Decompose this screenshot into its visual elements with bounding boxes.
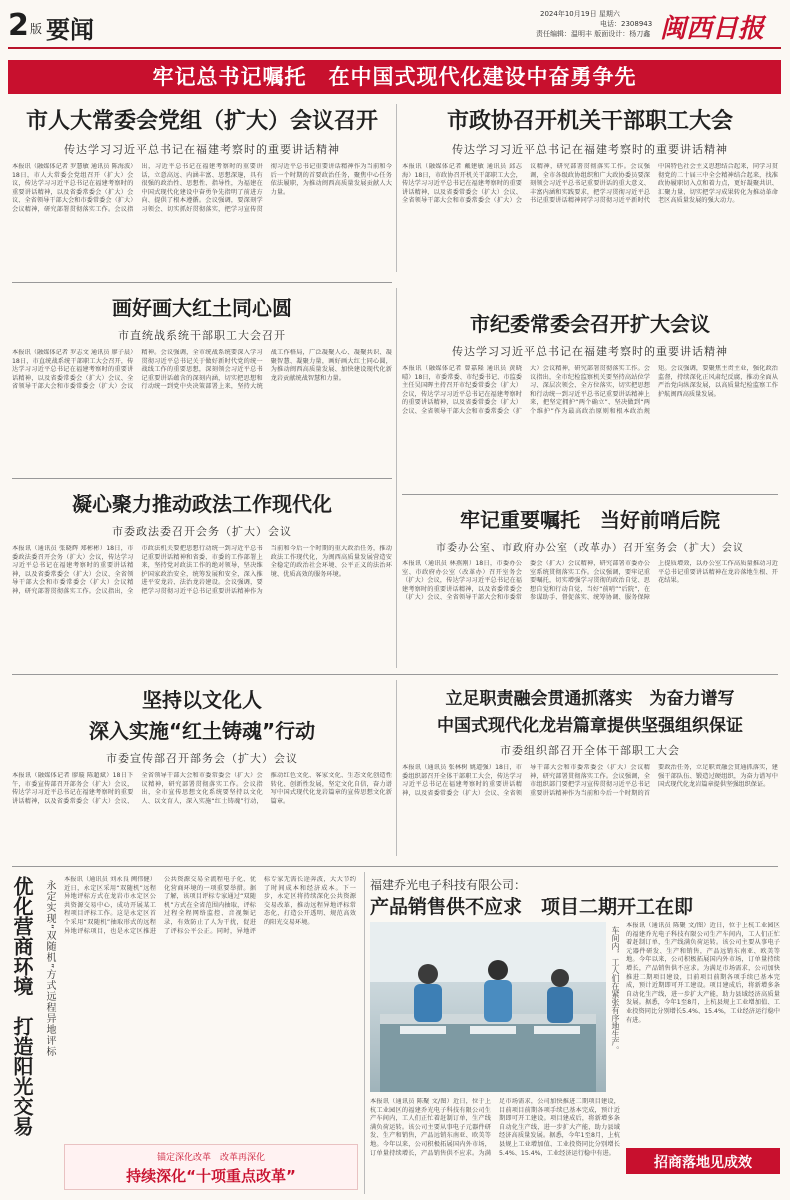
headline: 市政协召开机关干部职工大会 <box>446 109 733 134</box>
promo-kicker: 锚定深化改革 改革再深化 <box>156 1153 265 1163</box>
headline: 凝心聚力推动政法工作现代化 <box>72 492 332 516</box>
factory-workers-icon <box>370 922 606 1092</box>
editors: 责任编辑：温明丰 版面设计：杨刀鑫 <box>536 30 651 38</box>
section-rule <box>12 866 778 867</box>
subheadline: 市委宣传部召开部务会（扩大）会议 <box>106 752 298 765</box>
article-body: 本报讯（通讯员 林燕刚）18日，市委办公室、市政府办公室（改革办）召开室务会（扩大）会议，传达学习习近平总书记在福建考察时的重要讲话精神，以及省委常委会（扩大）会议、全省领导干部大会和市委常委会（扩大）会议精神，研究部署市委办公室系统贯彻落实工作。会议强调，要牢记重要嘱托，切实增强学习贯彻的政治自觉、思想自觉和行动自觉，当好“前哨”“后院”，在参谋助手、督促落实、统筹协调、服务保障上提质增效，以办公室工作高质量推动习近平总书记重要讲话精神在龙岩落地生根、开花结果。 <box>402 560 778 602</box>
headline: 牢记重要嘱托 当好前哨后院 <box>460 508 720 532</box>
section-rule <box>12 674 778 675</box>
paper-logo: 闽西日报 <box>660 14 765 44</box>
factory-photo <box>370 922 606 1092</box>
article-qiaoguang <box>370 872 782 1194</box>
article-cppcc <box>402 104 778 274</box>
column-divider <box>396 104 397 272</box>
subheadline: 市委办公室、市政府办公室（改革办）召开室务会（扩大）会议 <box>436 543 744 554</box>
section-rule <box>402 494 778 495</box>
headline: 市纪委常委会召开扩大会议 <box>470 312 710 336</box>
masthead-rule <box>8 47 781 49</box>
subheadline: 传达学习习近平总书记在福建考察时的重要讲话精神 <box>452 143 728 156</box>
subheadline: 市委组织部召开全体干部职工大会 <box>500 744 680 757</box>
section-rule <box>12 282 392 283</box>
article-business-environment <box>8 872 360 1194</box>
kicker: 福建乔光电子科技有限公司： <box>370 878 527 892</box>
section-title: 要闻 <box>46 16 94 44</box>
article-general-office <box>402 504 778 670</box>
headline: 画好画大红土同心圆 <box>112 296 292 320</box>
article-body: 本报讯（通讯员 张晓辉 郑彬彬）18日，市委政法委召开会务（扩大）会议，传达学习习近平总书记在福建考察时的重要讲话精神，以及省委常委会（扩大）会议、全省领导干部大会和市委常委会（扩大）会议精神，研究部署贯彻落实工作。会议指出，全市政法机关要把思想行动统一到习近平总书记重要讲话精神和省委、市委的工作部署上来，坚持党对政法工作的绝对领导，坚决维护国家政治安全，统筹发展和安全，深入推进平安龙岩、法治龙岩建设。会议强调，要把学习贯彻习近平总书记重要讲话精神作为当前和今后一个时期的重大政治任务，推动政法工作现代化，为闽西高质量发展营造安全稳定的政治社会环境、公平正义的法治环境、优质高效的服务环境。 <box>12 545 392 595</box>
article-body: 本报讯（通讯员 刘永良 阙伟健）近日，永定区采用“双随机”远程异地评标方式在龙岩市永定区公共资源交易中心，成功开展某工程项目评标工作。这是永定区首个采用“双随机”抽取形式的远程异地评标项目，也是永定区推进公共资源交易全流程电子化、优化营商环境的一项重要举措。据了解，该项目评标专家通过“双随机”方式在全省范围内抽取，评标过程全程网络监控、音视频记录，有效防止了人为干扰，促进了评标公平公正。同时，异地评标专家无需长途奔波，大大节约了时间成本和经济成本。下一步，永定区将持续深化公共资源交易改革，推动远程异地评标常态化，打造公开透明、规范高效的阳光交易环境。 <box>64 876 356 935</box>
article-body: 本报讯（融媒体记者 罗志文 通讯员 廖子晨）18日，市直统战系统干部职工大会召开，传达学习习近平总书记在福建考察时的重要讲话精神，以及省委常委会（扩大）会议、全省领导干部大会和市委常委会（扩大）会议精神。会议强调，全市统战系统要深入学习贯彻习近平总书记关于做好新时代党的统一战线工作的重要思想，深刻领会习近平总书记重要讲话蕴含的深刻内涵，切实把思想和行动统一到党中央决策部署上来，坚持大统战工作格局，广泛凝聚人心、凝聚共识、凝聚智慧、凝聚力量，画好画大红土同心圆，为推动闽西高质量发展、加快建设现代化新龙岩贡献统战智慧和力量。 <box>12 349 392 391</box>
promo-headline: 持续深化“十项重点改革” <box>126 1167 296 1185</box>
article-npc <box>12 104 392 274</box>
page-number: 2 <box>8 8 29 43</box>
article-discipline <box>402 308 778 488</box>
issue-date: 2024年10月19日 星期六 <box>540 10 620 18</box>
subheadline: 市委政法委召开会务（扩大）会议 <box>112 525 292 538</box>
article-united-front <box>12 292 392 472</box>
headline-line-1: 立足职责融会贯通抓落实 为奋力谱写 <box>445 689 735 709</box>
article-body: 本报讯（融媒体记者 罗慧敏 通讯员 陈海波）18日，市人大常委会党组召开（扩大）会议，传达学习习近平总书记在福建考察时的重要讲话精神，以及省委常委会（扩大）会议、全省领导干部大会和市委常委会（扩大）会议精神，研究部署贯彻落实工作。会议指出，习近平总书记在福建考察时的重要讲话，立意高远、内涵丰富、思想深邃，具有很强的政治性、思想性、指导性，为福建在中国式现代化建设中奋勇争先指明了前进方向、提供了根本遵循。会议强调，要深刻学习领会、切实抓好贯彻落实，把学习宣传贯彻习近平总书记重要讲话精神作为当前和今后一个时期的首要政治任务，聚焦中心任务依法履职，为推动闽西高质量发展贡献人大力量。 <box>12 163 392 213</box>
section-rule <box>12 478 392 479</box>
headline-line-1: 坚持以文化人 <box>142 688 262 712</box>
masthead <box>0 0 790 56</box>
phone: 电话：2308943 <box>600 20 653 28</box>
article-body: 本报讯（融媒体记者 曾嘉隆 通讯员 黄晓晴）18日，市委常委、市纪委书记、市监委主任吴国晖主持召开市纪委常委会（扩大）会议，传达学习习近平总书记在福建考察时的重要讲话精神，以及省委常委会（扩大）会议、全省领导干部大会和市委常委会（扩大）会议精神，研究部署贯彻落实工作。会议指出，全市纪检监察机关要坚持高站位学习、深层次领会、全方位落实，切实把思想和行动统一到习近平总书记重要讲话精神上来，把坚定拥护“两个确立”、坚决做到“两个维护”作为最高政治原则和根本政治规矩。会议强调，要聚焦主责主业，强化政治监督，持续深化正风肃纪反腐，推动全面从严治党向纵深发展，以高质量纪检监察工作护航闽西高质量发展。 <box>402 365 778 415</box>
article-body-main: 本报讯（通讯员 陈聚 文/图）近日，位于上杭工业园区的福建乔光电子科技有限公司生产车间内，工人们正忙着赶制订单，生产线满负荷运转。该公司主要从事电子元器件研发、生产和销售，产品远销东南亚、欧美等地。今年以来，公司积极拓展国内外市场，订单量持续增长，产品销售供不应求。为满足市场需求，公司加快推进二期项目建设，目前项目前期各项手续已基本完成，预计近期即可开工建设。项目建成后，将新增多条自动化生产线，进一步扩大产能，助力县域经济高质量发展。据悉，今年1至8月，上杭县规上工业增加值、工业投资同比分别增长5.4%、15.4%，工业经济运行稳中有进。 <box>626 922 780 1024</box>
photo-caption: 车间内，工人们在紧张有序地生产。 <box>611 926 620 1054</box>
article-body: 本报讯（融媒体记者 戴建敏 通讯员 邱志海）18日，市政协召开机关干部职工大会，传达学习习近平总书记在福建考察时的重要讲话精神，以及省委常委会（扩大）会议、全省领导干部大会和市委常委会（扩大）会议精神，研究部署贯彻落实工作。会议强调，全市各级政协组织和广大政协委员要深刻领会习近平总书记重要讲话的重大意义、丰富内涵和实践要求，把学习贯彻习近平总书记重要讲话精神同学习贯彻习近平新时代中国特色社会主义思想结合起来，同学习贯彻党的二十届三中全会精神结合起来，找准政协履职切入点和着力点，更好凝聚共识、汇聚力量，切实把学习成果转化为推动革命老区高质量发展的强大动力。 <box>402 163 778 205</box>
article-body-lower: 本报讯（通讯员 陈聚 文/图）近日，位于上杭工业园区的福建乔光电子科技有限公司生产车间内，工人们正忙着赶制订单，生产线满负荷运转。该公司主要从事电子元器件研发、生产和销售，产品远销东南亚、欧美等地。今年以来，公司积极拓展国内外市场，订单量持续增长，产品销售供不应求。为满足市场需求，公司加快推进二期项目建设，目前项目前期各项手续已基本完成，预计近期即可开工建设。项目建成后，将新增多条自动化生产线，进一步扩大产能，助力县域经济高质量发展。据悉，今年1至8月，上杭县规上工业增加值、工业投资同比分别增长5.4%、15.4%，工业经济运行稳中有进。 <box>370 1098 620 1157</box>
subheadline: 传达学习习近平总书记在福建考察时的重要讲话精神 <box>64 143 340 156</box>
column-divider <box>396 680 397 856</box>
promo-box <box>626 1148 780 1174</box>
column-divider <box>364 872 365 1194</box>
column-divider <box>396 288 397 668</box>
promo-box <box>64 1144 358 1190</box>
article-publicity <box>12 684 392 860</box>
banner-headline: 牢记总书记嘱托 在中国式现代化建设中奋勇争先 <box>8 60 781 94</box>
vertical-headline: 优化营商环境 打造阳光交易 <box>10 876 34 1136</box>
headline-line-2: 深入实施“红土铸魂”行动 <box>88 719 316 743</box>
article-body: 本报讯（融媒体记者 廖璇 陈超斌）18日下午，市委宣传部召开部务会（扩大）会议，传达学习习近平总书记在福建考察时的重要讲话精神，以及省委常委会（扩大）会议、全省领导干部大会和市委常委会（扩大）会议精神，研究部署贯彻落实工作。会议指出，全市宣传思想文化系统要坚持以文化人、以文育人，深入实施“红土铸魂”行动，推动红色文化、客家文化、生态文化创造性转化、创新性发展，坚定文化自信，奋力谱写中国式现代化龙岩篇章的宣传思想文化新篇章。 <box>12 772 392 805</box>
promo-headline: 招商落地见成效 <box>654 1155 752 1171</box>
headline: 产品销售供不应求 项目二期开工在即 <box>370 896 694 918</box>
page-unit: 版 <box>30 22 43 36</box>
subheadline: 市直统战系统干部职工大会召开 <box>118 329 286 342</box>
article-organization <box>402 684 778 860</box>
vertical-subheadline: 永定实现“双随机”方式远程异地评标 <box>44 880 55 1058</box>
subheadline: 传达学习习近平总书记在福建考察时的重要讲话精神 <box>452 345 728 358</box>
article-political-legal <box>12 488 392 668</box>
headline: 市人大常委会党组（扩大）会议召开 <box>25 109 378 134</box>
article-body: 本报讯（通讯员 张林树 姚道强）18日，市委组织部召开全体干部职工大会，传达学习习近平总书记在福建考察时的重要讲话精神，以及省委常委会（扩大）会议、全省领导干部大会和市委常委会（扩大）会议精神，研究部署贯彻落实工作。会议强调，全市组织部门要把学习宣传贯彻习近平总书记重要讲话精神作为当前和今后一个时期的首要政治任务，立足职责融会贯通抓落实，建强干部队伍、锻造过硬组织，为奋力谱写中国式现代化龙岩篇章提供坚强组织保证。 <box>402 764 778 797</box>
headline-line-2: 中国式现代化龙岩篇章提供坚强组织保证 <box>437 716 743 736</box>
